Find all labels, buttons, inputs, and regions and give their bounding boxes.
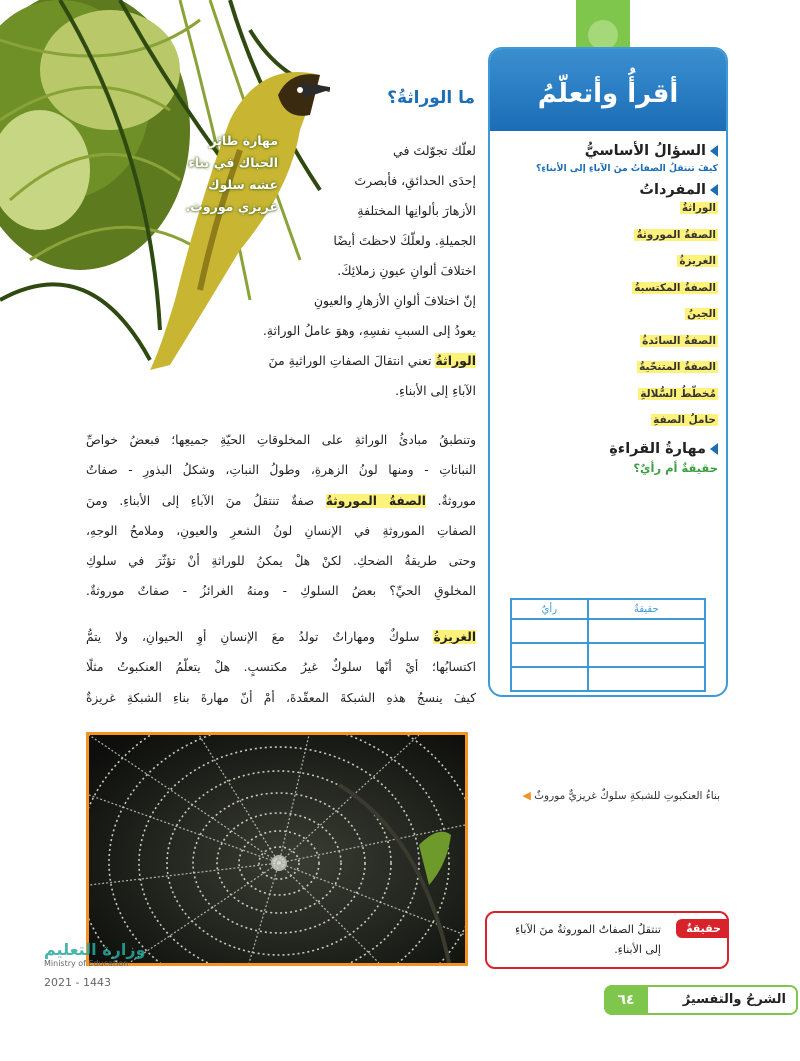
table-cell [511, 643, 588, 667]
ministry-logo [44, 940, 164, 968]
definition-line [86, 622, 476, 652]
text-line: الآباءِ إلى الأبناءِ. [395, 383, 476, 398]
sidebar-title: أقرأُ وأتعلّمُ [537, 79, 679, 109]
vocab-item [498, 282, 718, 309]
text-line: إنّ اختلافَ ألوانِ الأزهارِ والعيونِ [313, 293, 476, 308]
text-line: اختلافَ ألوانِ عيونِ زملائِكَ. [337, 263, 476, 278]
fact-opinion-table [510, 598, 706, 692]
vocab-term: مُخطّطُ السُّلالةِ [640, 387, 716, 400]
edition-year: 2021 - 1443 [44, 976, 111, 989]
table-header-opinion: رأيٌ [511, 599, 588, 619]
spider-web-photo [86, 732, 468, 966]
table-header-fact: حقيقةٌ [588, 599, 705, 619]
definition-text: تعني انتقالَ الصفاتِ الوراثيةِ منَ [268, 353, 432, 368]
table-row [511, 619, 705, 643]
vocab-term: حاملُ الصفةِ [653, 414, 716, 426]
ministry-name-english: Ministry of Education [44, 959, 129, 968]
essential-question: كيفَ تنتقلُ الصفاتُ منَ الآباءِ إلى الأبناءِ؟ [535, 163, 718, 174]
table-cell [511, 619, 588, 643]
fact-label: حقيقةٌ [676, 919, 729, 938]
bird-caption: مهارة طائر الحباك في بناء عشه سلوك غريزي موروث. [185, 133, 278, 214]
vocab-term: الغريزةُ [679, 255, 716, 267]
table-row [511, 643, 705, 667]
text-line: المخلوقِ الحيِّ؟ بعضُ السلوكِ - ومنهُ الغرائزُ - صفاتٌ موروثةٌ. [86, 584, 476, 599]
vocab-item [498, 414, 718, 441]
text-line: وحتى طريقةُ الضحكِ. لكنْ هلْ يمكنُ للوراثةِ أنْ تؤثّرَ في سلوكِ [86, 554, 476, 569]
vocab-term: الصفةُ الموروثةُ [636, 228, 716, 241]
text-line: لعلّك تجوّلتَ في [393, 143, 476, 158]
footer-section-label: الشرحُ والتفسيرُ [682, 992, 786, 1007]
text-line: وتنطبقُ مبادئُ الوراثةِ على المخلوقاتِ الحيّةِ جميعِها؛ فبعضُ خواصِّ [86, 433, 476, 447]
essential-question-heading [498, 143, 718, 159]
page-number: ٦٤ [604, 985, 648, 1015]
text-line: الجميلةِ. ولعلّكَ لاحظتَ أيضًا [333, 233, 476, 248]
heading-text: مهارةُ القراءةِ [609, 440, 706, 457]
table-cell [511, 667, 588, 691]
text-line: إحدَى الحدائقِ، فأبصرتَ [354, 173, 476, 188]
text-line: النباتاتِ - ومنها لونُ الزهرةِ، وطولُ النباتِ، وشكلُ البذورِ - صفاتٌ [86, 463, 476, 478]
intro-text [262, 136, 476, 406]
text-line: الصفاتِ الموروثةِ في الإنسانِ لونُ الشعرِ والعيونِ، وملامحُ الوجهِ، [86, 523, 476, 538]
instinct-paragraph [86, 622, 476, 713]
text-line: اكتسابُها؛ أيْ أنّها سلوكٌ غيرُ مكتسبٍ. هلْ يتعلّمُ العنكبوتُ مثلًا [86, 660, 476, 675]
vocab-term: الصفةُ السائدةُ [642, 334, 716, 347]
vocab-item [498, 308, 718, 335]
vocab-item [498, 229, 718, 256]
text-line: الأزهارَ بألوانِها المختلفةِ [357, 203, 476, 218]
term-heredity: الوراثةُ [435, 353, 476, 368]
footer-bar [604, 985, 798, 1015]
text-fragment: موروثةٌ. [437, 493, 476, 508]
table-row [511, 667, 705, 691]
fact-box [485, 911, 729, 969]
heading-text: المفرداتُ [639, 182, 706, 198]
table-cell [588, 643, 705, 667]
vocab-item [498, 388, 718, 415]
vocab-term: الصفةُ المكتسبةُ [634, 281, 716, 294]
text-line: كيفَ ينسجُ هذهِ الشبكةَ المعقّدةَ، أمْ أنّ مهارةَ بناءِ الشبكةِ غريزةٌ [86, 690, 476, 705]
vocab-term: الصفةُ المتنحّيةُ [639, 361, 716, 373]
triangle-bullet-icon: ◀ [522, 789, 531, 802]
table-cell [588, 619, 705, 643]
definition-text: صفةٌ تنتقلُ منَ الآباءِ إلى الأبناءِ. ومنَ [86, 493, 315, 508]
text-line: يعودُ إلى السببِ نفسِهِ، وهوَ عاملُ الوراثةِ. [262, 323, 476, 338]
term-inherited-trait: الصفةُ الموروثةُ [325, 493, 426, 508]
vocabulary-list [498, 202, 718, 441]
definition-text: سلوكٌ ومهاراتٌ تولدُ معَ الإنسانِ أوِ الحيوانِ، ولا يتمُّ [86, 630, 420, 644]
reading-skill-heading [498, 441, 718, 457]
definition-line [268, 346, 476, 376]
inherited-traits-paragraph [86, 425, 476, 607]
section-heading: ما الوراثةُ؟ [387, 88, 475, 108]
caption-text: بناءُ العنكبوتِ للشبكةِ سلوكٌ غريزيٌّ موروثٌ [534, 790, 720, 802]
read-and-learn-sidebar [488, 47, 728, 697]
sidebar-header [490, 49, 726, 131]
fact-text: تنتقلُ الصفاتُ الموروثةُ منَ الآباءِ إلى الأبناءِ. [514, 923, 661, 956]
vocab-item [498, 202, 718, 229]
term-instinct: الغريزةُ [433, 630, 477, 644]
arrow-icon [710, 443, 718, 455]
reading-skill: حقيقةٌ أم رأيٌ؟ [633, 460, 718, 475]
vocab-term: الوراثةُ [681, 202, 716, 214]
vocabulary-heading [498, 182, 718, 198]
heading-text: السؤالُ الأساسيُّ [584, 143, 706, 159]
ministry-name-arabic: وزارة التعليم [44, 940, 146, 959]
vocab-item [498, 361, 718, 388]
arrow-icon [710, 145, 718, 157]
vocab-item [498, 335, 718, 362]
arrow-icon [710, 184, 718, 196]
table-cell [588, 667, 705, 691]
vocab-item [498, 255, 718, 282]
sidebar-body [498, 143, 718, 475]
vocab-term: الجينُ [687, 308, 716, 320]
definition-line [86, 486, 476, 516]
web-photo-caption [510, 789, 720, 802]
